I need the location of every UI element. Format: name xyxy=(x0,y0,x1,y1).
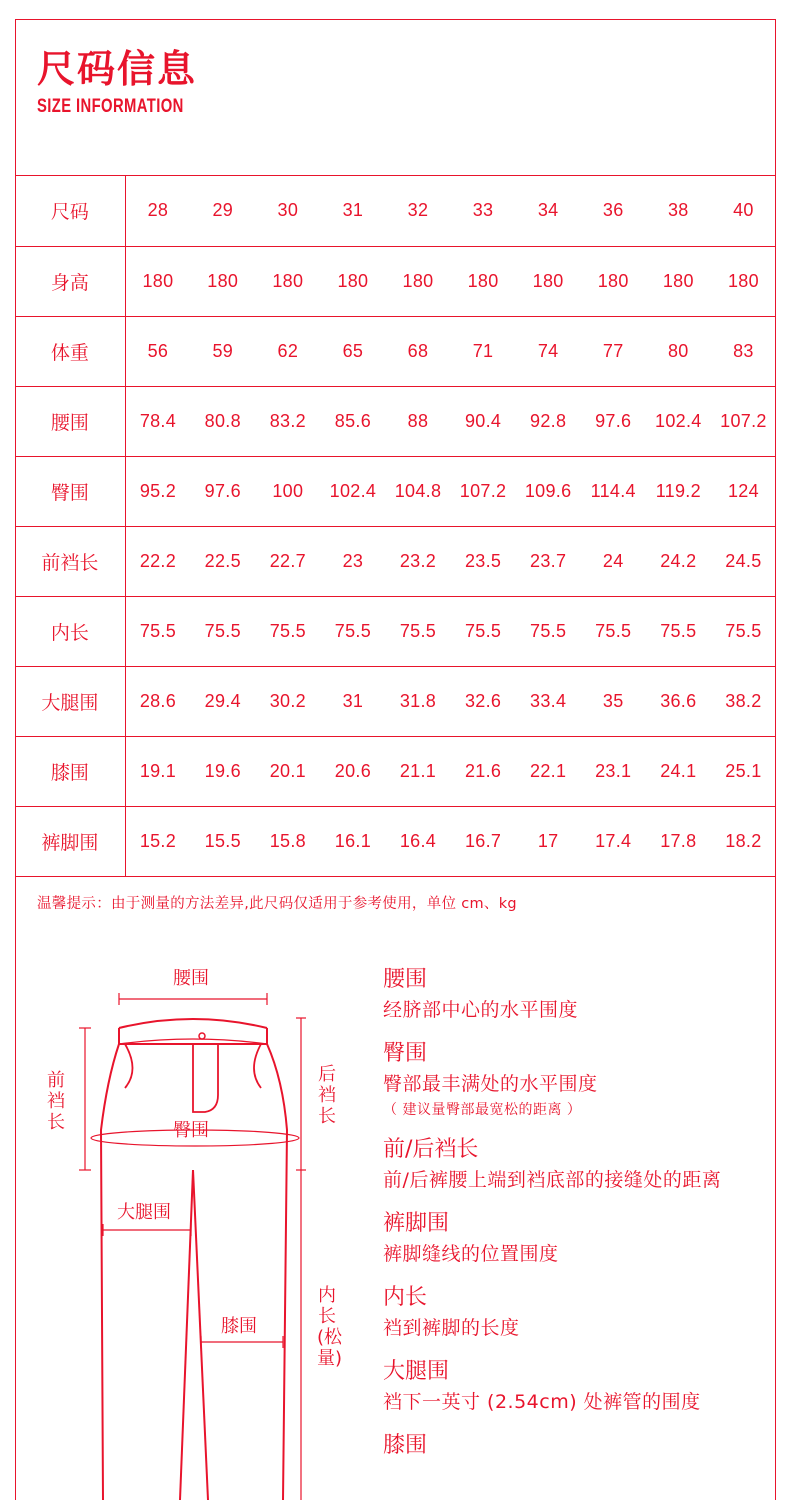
diagram-inseam-label: 内长(松量) xyxy=(317,1285,343,1369)
table-cell: 180 xyxy=(711,246,776,316)
table-cell: 16.7 xyxy=(451,806,516,876)
table-cell: 38 xyxy=(646,176,711,246)
row-header: 大腿围 xyxy=(15,666,125,736)
table-cell: 22.2 xyxy=(125,526,190,596)
table-cell: 75.5 xyxy=(711,596,776,666)
table-cell: 28.6 xyxy=(125,666,190,736)
table-cell: 80.8 xyxy=(190,386,255,456)
table-cell: 29 xyxy=(190,176,255,246)
table-cell: 80 xyxy=(646,316,711,386)
table-cell: 75.5 xyxy=(385,596,450,666)
table-cell: 83.2 xyxy=(255,386,320,456)
table-cell: 180 xyxy=(255,246,320,316)
table-cell: 180 xyxy=(385,246,450,316)
diagram-front-rise-label: 前裆长 xyxy=(47,1070,65,1133)
row-header: 身高 xyxy=(15,246,125,316)
table-cell: 180 xyxy=(581,246,646,316)
table-cell: 15.8 xyxy=(255,806,320,876)
diagram-thigh-label: 大腿围 xyxy=(117,1202,171,1223)
table-cell: 32 xyxy=(385,176,450,246)
table-cell: 33 xyxy=(451,176,516,246)
table-cell: 90.4 xyxy=(451,386,516,456)
table-cell: 23.2 xyxy=(385,526,450,596)
table-cell: 109.6 xyxy=(516,456,581,526)
page-title: 尺码信息 xyxy=(37,47,198,91)
diagram-back-rise-label: 后裆长 xyxy=(318,1064,336,1127)
table-cell: 114.4 xyxy=(581,456,646,526)
table-cell: 33.4 xyxy=(516,666,581,736)
table-row xyxy=(15,456,776,526)
definition-term: 腰围 xyxy=(383,967,428,992)
table-cell: 180 xyxy=(451,246,516,316)
table-cell: 22.1 xyxy=(516,736,581,806)
table-cell: 95.2 xyxy=(125,456,190,526)
table-cell: 75.5 xyxy=(516,596,581,666)
diagram-hip-label: 臀围 xyxy=(173,1120,209,1141)
row-header: 臀围 xyxy=(15,456,125,526)
tip-text: 温馨提示：由于测量的方法差异,此尺码仅适用于参考使用，单位 cm、kg xyxy=(37,896,517,912)
diagram-waist-label: 腰围 xyxy=(173,968,209,989)
size-table xyxy=(15,176,776,877)
table-cell: 75.5 xyxy=(320,596,385,666)
table-cell: 29.4 xyxy=(190,666,255,736)
table-cell: 15.5 xyxy=(190,806,255,876)
definition-item xyxy=(383,1135,783,1195)
definition-desc: 裤脚缝线的位置围度 xyxy=(383,1243,559,1265)
definition-desc: 经脐部中心的水平围度 xyxy=(383,999,579,1021)
table-cell: 102.4 xyxy=(646,386,711,456)
table-cell: 62 xyxy=(255,316,320,386)
table-cell: 75.5 xyxy=(190,596,255,666)
table-cell: 92.8 xyxy=(516,386,581,456)
definitions-list xyxy=(383,965,783,1475)
table-row xyxy=(15,526,776,596)
pants-diagram xyxy=(15,930,385,1500)
definition-term: 内长 xyxy=(383,1285,428,1310)
table-cell: 56 xyxy=(125,316,190,386)
table-cell: 23 xyxy=(320,526,385,596)
table-cell: 75.5 xyxy=(581,596,646,666)
table-cell: 100 xyxy=(255,456,320,526)
table-cell: 85.6 xyxy=(320,386,385,456)
table-cell: 30.2 xyxy=(255,666,320,736)
table-cell: 21.1 xyxy=(385,736,450,806)
pants-illustration xyxy=(15,930,385,1500)
table-cell: 19.6 xyxy=(190,736,255,806)
row-header: 内长 xyxy=(15,596,125,666)
table-cell: 36.6 xyxy=(646,666,711,736)
definition-item xyxy=(383,1357,783,1417)
table-cell: 21.6 xyxy=(451,736,516,806)
table-cell: 17.8 xyxy=(646,806,711,876)
table-cell: 32.6 xyxy=(451,666,516,736)
table-cell: 23.5 xyxy=(451,526,516,596)
table-cell: 25.1 xyxy=(711,736,776,806)
table-cell: 17 xyxy=(516,806,581,876)
table-cell: 65 xyxy=(320,316,385,386)
table-row xyxy=(15,596,776,666)
table-cell: 36 xyxy=(581,176,646,246)
table-cell: 74 xyxy=(516,316,581,386)
definition-term: 大腿围 xyxy=(383,1359,450,1384)
table-cell: 88 xyxy=(385,386,450,456)
table-cell: 22.7 xyxy=(255,526,320,596)
table-cell: 31 xyxy=(320,176,385,246)
definition-desc: 裆下一英寸 (2.54cm) 处裤管的围度 xyxy=(383,1391,701,1413)
table-row xyxy=(15,806,776,876)
row-header: 裤脚围 xyxy=(15,806,125,876)
table-cell: 75.5 xyxy=(255,596,320,666)
table-cell: 83 xyxy=(711,316,776,386)
definition-desc: 前/后裤腰上端到裆底部的接缝处的距离 xyxy=(383,1169,722,1191)
row-header: 尺码 xyxy=(15,176,125,246)
table-cell: 23.7 xyxy=(516,526,581,596)
definition-item xyxy=(383,965,783,1025)
definition-item xyxy=(383,1039,783,1121)
table-cell: 24.2 xyxy=(646,526,711,596)
table-cell: 15.2 xyxy=(125,806,190,876)
table-cell: 75.5 xyxy=(646,596,711,666)
table-cell: 38.2 xyxy=(711,666,776,736)
definition-item xyxy=(383,1431,783,1461)
table-row xyxy=(15,736,776,806)
table-cell: 16.4 xyxy=(385,806,450,876)
row-header: 膝围 xyxy=(15,736,125,806)
table-cell: 20.6 xyxy=(320,736,385,806)
table-cell: 75.5 xyxy=(125,596,190,666)
table-cell: 180 xyxy=(125,246,190,316)
table-cell: 104.8 xyxy=(385,456,450,526)
table-cell: 102.4 xyxy=(320,456,385,526)
table-cell: 23.1 xyxy=(581,736,646,806)
table-cell: 97.6 xyxy=(581,386,646,456)
table-row xyxy=(15,666,776,736)
table-cell: 20.1 xyxy=(255,736,320,806)
definition-term: 裤脚围 xyxy=(383,1211,450,1236)
definition-term: 臀围 xyxy=(383,1041,428,1066)
table-cell: 180 xyxy=(190,246,255,316)
definition-desc: 臀部最丰满处的水平围度 xyxy=(383,1073,598,1095)
table-cell: 18.2 xyxy=(711,806,776,876)
table-row xyxy=(15,176,776,246)
table-cell: 75.5 xyxy=(451,596,516,666)
table-cell: 34 xyxy=(516,176,581,246)
table-cell: 180 xyxy=(646,246,711,316)
table-cell: 119.2 xyxy=(646,456,711,526)
row-header: 体重 xyxy=(15,316,125,386)
table-cell: 31 xyxy=(320,666,385,736)
table-cell: 180 xyxy=(320,246,385,316)
definition-item xyxy=(383,1283,783,1343)
table-cell: 31.8 xyxy=(385,666,450,736)
row-header: 腰围 xyxy=(15,386,125,456)
table-row xyxy=(15,316,776,386)
table-cell: 180 xyxy=(516,246,581,316)
diagram-knee-label: 膝围 xyxy=(221,1316,257,1337)
definition-note: （ 建议量臀部最宽松的距离 ） xyxy=(383,1102,582,1118)
table-cell: 24.1 xyxy=(646,736,711,806)
definition-item xyxy=(383,1209,783,1269)
table-cell: 107.2 xyxy=(711,386,776,456)
table-cell: 40 xyxy=(711,176,776,246)
table-cell: 68 xyxy=(385,316,450,386)
table-cell: 22.5 xyxy=(190,526,255,596)
table-cell: 71 xyxy=(451,316,516,386)
table-row xyxy=(15,246,776,316)
table-row xyxy=(15,386,776,456)
table-cell: 24 xyxy=(581,526,646,596)
table-cell: 124 xyxy=(711,456,776,526)
table-cell: 77 xyxy=(581,316,646,386)
table-cell: 97.6 xyxy=(190,456,255,526)
definition-term: 前/后裆长 xyxy=(383,1137,479,1162)
table-cell: 24.5 xyxy=(711,526,776,596)
table-cell: 107.2 xyxy=(451,456,516,526)
page-subtitle: SIZE INFORMATION xyxy=(37,96,184,117)
table-cell: 78.4 xyxy=(125,386,190,456)
table-cell: 30 xyxy=(255,176,320,246)
table-cell: 28 xyxy=(125,176,190,246)
table-cell: 17.4 xyxy=(581,806,646,876)
table-cell: 35 xyxy=(581,666,646,736)
table-cell: 16.1 xyxy=(320,806,385,876)
definition-term: 膝围 xyxy=(383,1433,428,1458)
definition-desc: 裆到裤脚的长度 xyxy=(383,1317,520,1339)
table-cell: 59 xyxy=(190,316,255,386)
row-header: 前裆长 xyxy=(15,526,125,596)
table-cell: 19.1 xyxy=(125,736,190,806)
